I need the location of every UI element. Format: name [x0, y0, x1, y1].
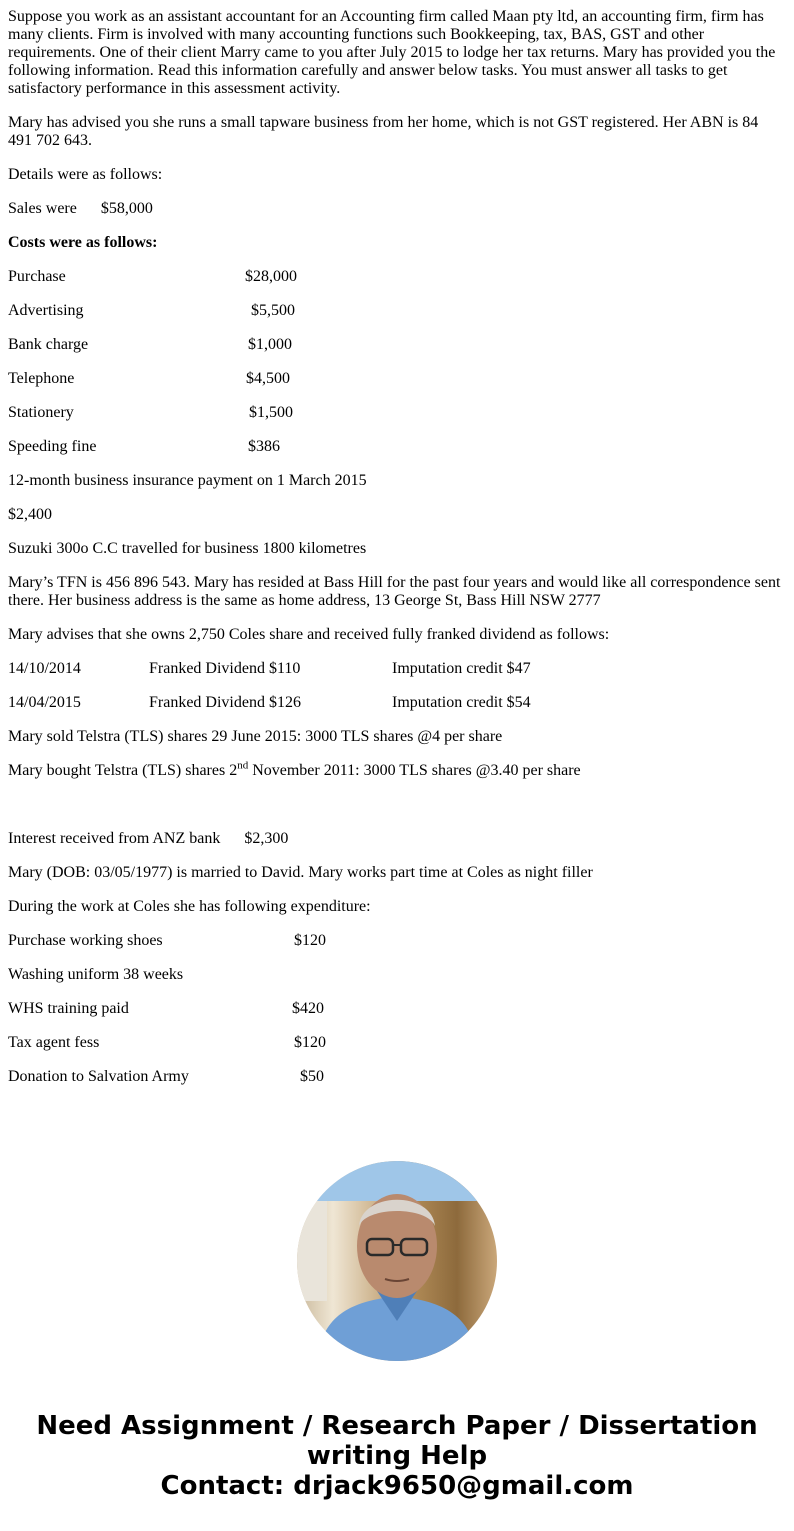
cost-amount: $5,500: [251, 302, 295, 319]
contact-footer: [0, 1411, 794, 1501]
dividend-amount: Franked Dividend $110: [149, 660, 301, 677]
cost-amount: $1,500: [249, 404, 293, 421]
footer-line: writing Help: [306, 1441, 488, 1471]
shares-bought: [8, 759, 786, 780]
interest-label: Interest received from ANZ bank: [8, 830, 221, 847]
dividend-row: [8, 660, 786, 678]
shares-sold: Mary sold Telstra (TLS) shares 29 June 2015: 3000 TLS shares @4 per share: [8, 728, 503, 745]
expense-row: [8, 1068, 786, 1086]
expenditure-heading: During the work at Coles she has following expenditure:: [8, 898, 371, 915]
dividend-date: 14/10/2014: [8, 660, 81, 677]
cost-amount: $1,000: [248, 336, 292, 353]
cost-amount: $4,500: [246, 370, 290, 387]
imputation-credit: Imputation credit $54: [392, 694, 531, 711]
expense-amount: $420: [292, 1000, 324, 1017]
costs-heading-text: Costs were as follows:: [8, 234, 158, 251]
cost-row: [8, 302, 786, 320]
business-paragraph: Mary has advised you she runs a small tapware business from her home, which is not GST registered. Her ABN is 84 491 702 643.: [8, 114, 759, 149]
blank-line: [8, 796, 786, 814]
person-photo-icon: [297, 1161, 497, 1361]
bought-text-after: November 2011: 3000 TLS shares @3.40 per share: [248, 762, 581, 779]
footer-contact: Contact: drjack9650@gmail.com: [160, 1471, 634, 1501]
expense-amount: $50: [300, 1068, 324, 1085]
costs-heading: [8, 234, 786, 252]
expense-label: Donation to Salvation Army: [8, 1068, 189, 1085]
sales-label: Sales were: [8, 200, 77, 217]
expense-label: Washing uniform 38 weeks: [8, 966, 184, 983]
dividend-date: 14/04/2015: [8, 694, 81, 711]
document: [0, 8, 794, 1086]
car-text: Suzuki 300o C.C travelled for business 1800 kilometres: [8, 540, 367, 557]
bought-sup: nd: [237, 759, 249, 772]
insurance-text: 12-month business insurance payment on 1 March 2015: [8, 472, 367, 489]
interest-row: [8, 830, 786, 848]
expense-label: Tax agent fess: [8, 1034, 100, 1051]
footer-line: Need Assignment / Research Paper / Dissertation: [36, 1411, 758, 1441]
cost-row: [8, 438, 786, 456]
expense-row: [8, 966, 786, 984]
expense-label: Purchase working shoes: [8, 932, 163, 949]
cost-row: [8, 336, 786, 354]
cost-row: [8, 268, 786, 286]
author-avatar: [297, 1161, 497, 1361]
intro-paragraph: Suppose you work as an assistant accountant for an Accounting firm called Maan pty ltd, an accounting firm, firm has many clients. Firm is involved with many accounting functions such Bookkeeping, tax, BAS, GST and other requirements. One of their client Marry came to you after July 2015 to lodge her tax returns. Mary has provided you the following information. Read this information carefully and answer below tasks. You must answer all tasks to get satisfactory performance in this assessment activity.: [8, 8, 776, 97]
cost-label: Speeding fine: [8, 438, 97, 455]
tfn-paragraph: Mary’s TFN is 456 896 543. Mary has resided at Bass Hill for the past four years and would like all correspondence sent there. Her business address is the same as home address, 13 George St, Bass Hill NSW 2777: [8, 574, 781, 609]
sales-row: [8, 200, 786, 218]
sales-amount: $58,000: [100, 200, 153, 217]
cost-label: Purchase: [8, 268, 66, 285]
cost-label: Advertising: [8, 302, 84, 319]
cost-amount: $386: [248, 438, 280, 455]
imputation-credit: Imputation credit $47: [392, 660, 531, 677]
expense-row: [8, 1000, 786, 1018]
cost-amount: $28,000: [245, 268, 297, 285]
cost-row: [8, 370, 786, 388]
bought-text: Mary bought Telstra (TLS) shares 2: [8, 762, 238, 779]
personal-paragraph: Mary (DOB: 03/05/1977) is married to David. Mary works part time at Coles as night filler: [8, 864, 593, 881]
insurance-amount: $2,400: [8, 506, 52, 523]
expense-amount: $120: [294, 932, 326, 949]
cost-label: Stationery: [8, 404, 74, 421]
dividend-amount: Franked Dividend $126: [149, 694, 301, 711]
expense-row: [8, 932, 786, 950]
cost-label: Telephone: [8, 370, 75, 387]
dividend-row: [8, 694, 786, 712]
shares-intro: Mary advises that she owns 2,750 Coles share and received fully franked dividend as follows:: [8, 626, 610, 643]
cost-row: [8, 404, 786, 422]
expense-label: WHS training paid: [8, 1000, 129, 1017]
cost-label: Bank charge: [8, 336, 89, 353]
details-heading: Details were as follows:: [8, 166, 163, 183]
expense-amount: $120: [294, 1034, 326, 1051]
expense-row: [8, 1034, 786, 1052]
interest-amount: $2,300: [244, 830, 289, 847]
